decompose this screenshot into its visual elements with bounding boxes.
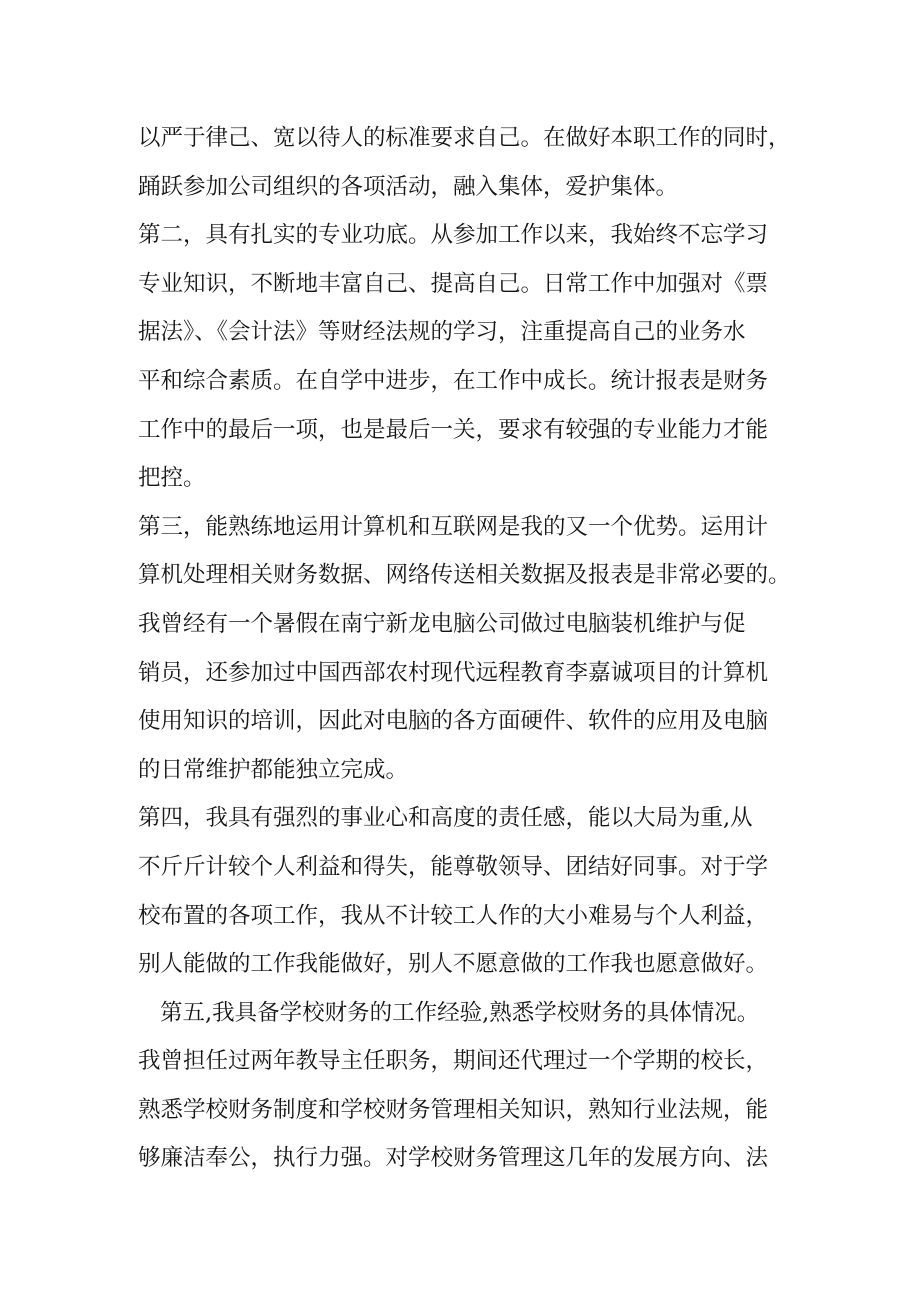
- text-line: 第四，我具有强烈的事业心和高度的责任感，能以大局为重,从: [138, 805, 753, 832]
- text-line: 我曾担任过两年教导主任职务，期间还代理过一个学期的校长，: [138, 1048, 769, 1075]
- text-line: 销员，还参加过中国西部农村现代远程教育李嘉诚项目的计算机: [138, 659, 769, 686]
- text-line: 工作中的最后一项，也是最后一关，要求有较强的专业能力才能: [138, 416, 769, 443]
- document-body: [138, 114, 808, 1183]
- text-line: 别人能做的工作我能做好，别人不愿意做的工作我也愿意做好。: [138, 951, 769, 978]
- text-line: 平和综合素质。在自学中进步，在工作中成长。统计报表是财务: [138, 367, 769, 394]
- text-line: 把控。: [138, 465, 206, 492]
- text-line: 不斤斤计较个人利益和得失，能尊敬领导、团结好同事。对于学: [138, 853, 769, 880]
- text-line: 算机处理相关财务数据、网络传送相关数据及报表是非常必要的。: [138, 562, 791, 589]
- text-line: 第二，具有扎实的专业功底。从参加工作以来，我始终不忘学习: [138, 222, 769, 249]
- text-line: 校布置的各项工作，我从不计较工人作的大小难易与个人利益，: [138, 902, 769, 929]
- text-line: 专业知识，不断地丰富自己、提高自己。日常工作中加强对《票: [138, 270, 769, 297]
- text-line: 熟悉学校财务制度和学校财务管理相关知识，熟知行业法规，能: [138, 1096, 769, 1123]
- text-line: 第五,我具备学校财务的工作经验,熟悉学校财务的具体情况。: [160, 999, 760, 1026]
- text-line: 够廉洁奉公，执行力强。对学校财务管理这几年的发展方向、法: [138, 1145, 769, 1172]
- text-line: 的日常维护都能独立完成。: [138, 756, 409, 783]
- text-line: 第三，能熟练地运用计算机和互联网是我的又一个优势。运用计: [138, 513, 769, 540]
- text-line: 据法》、《会计法》等财经法规的学习，注重提高自己的业务水: [138, 319, 746, 346]
- text-line: 以严于律己、宽以待人的标准要求自己。在做好本职工作的同时，: [138, 125, 791, 151]
- text-line: 使用知识的培训，因此对电脑的各方面硬件、软件的应用及电脑: [138, 708, 769, 735]
- text-line: 我曾经有一个暑假在南宁新龙电脑公司做过电脑装机维护与促: [138, 610, 746, 637]
- text-line: 踊跃参加公司组织的各项活动，融入集体，爱护集体。: [138, 173, 679, 200]
